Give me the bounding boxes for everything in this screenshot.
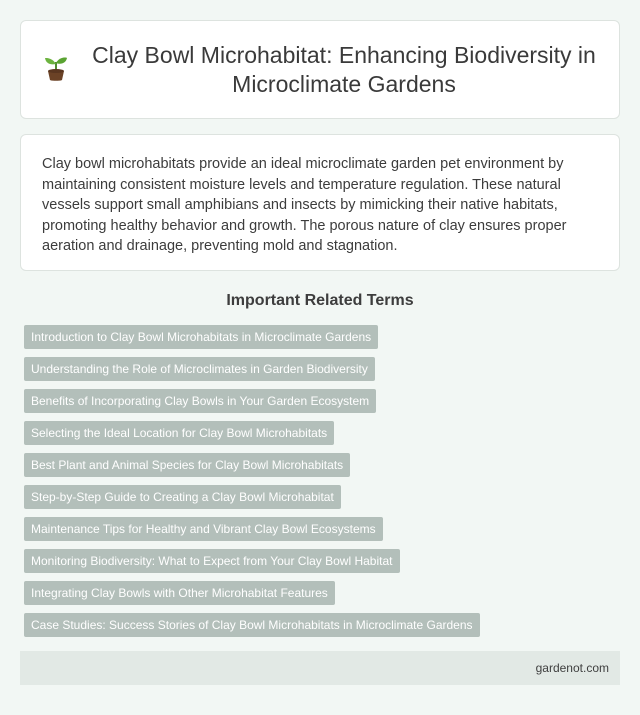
footer (20, 651, 620, 685)
related-terms-heading: Important Related Terms (226, 292, 414, 309)
header-inner (41, 41, 599, 99)
page-title: Clay Bowl Microhabitat: Enhancing Biodiversity in Microclimate Gardens (92, 41, 596, 97)
footer-site-link[interactable]: gardenot.com (535, 661, 609, 675)
term-link[interactable]: Case Studies: Success Stories of Clay Bowl Microhabitats in Microclimate Gardens (24, 613, 480, 637)
intro-card (20, 134, 620, 271)
term-link[interactable]: Best Plant and Animal Species for Clay Bowl Microhabitats (24, 453, 350, 477)
term-link[interactable]: Benefits of Incorporating Clay Bowls in Your Garden Ecosystem (24, 389, 376, 413)
intro-paragraph: Clay bowl microhabitats provide an ideal microclimate garden pet environment by maintaining consistent moisture levels and temperature regulation. These natural vessels support small amphibians and insects by mimicking their native habitats, promoting healthy behavior and growth. The porous nature of clay ensures proper aeration and drainage, preventing mold and stagnation. (42, 156, 567, 254)
header-card (20, 20, 620, 119)
term-link[interactable]: Maintenance Tips for Healthy and Vibrant Clay Bowl Ecosystems (24, 517, 383, 541)
term-link[interactable]: Introduction to Clay Bowl Microhabitats in Microclimate Gardens (24, 325, 378, 349)
term-link[interactable]: Selecting the Ideal Location for Clay Bowl Microhabitats (24, 421, 334, 445)
term-link[interactable]: Step-by-Step Guide to Creating a Clay Bowl Microhabitat (24, 485, 341, 509)
term-link[interactable]: Integrating Clay Bowls with Other Microhabitat Features (24, 581, 335, 605)
term-link[interactable]: Monitoring Biodiversity: What to Expect from Your Clay Bowl Habitat (24, 549, 400, 573)
term-link[interactable]: Understanding the Role of Microclimates in Garden Biodiversity (24, 357, 375, 381)
sprout-icon (41, 53, 71, 83)
